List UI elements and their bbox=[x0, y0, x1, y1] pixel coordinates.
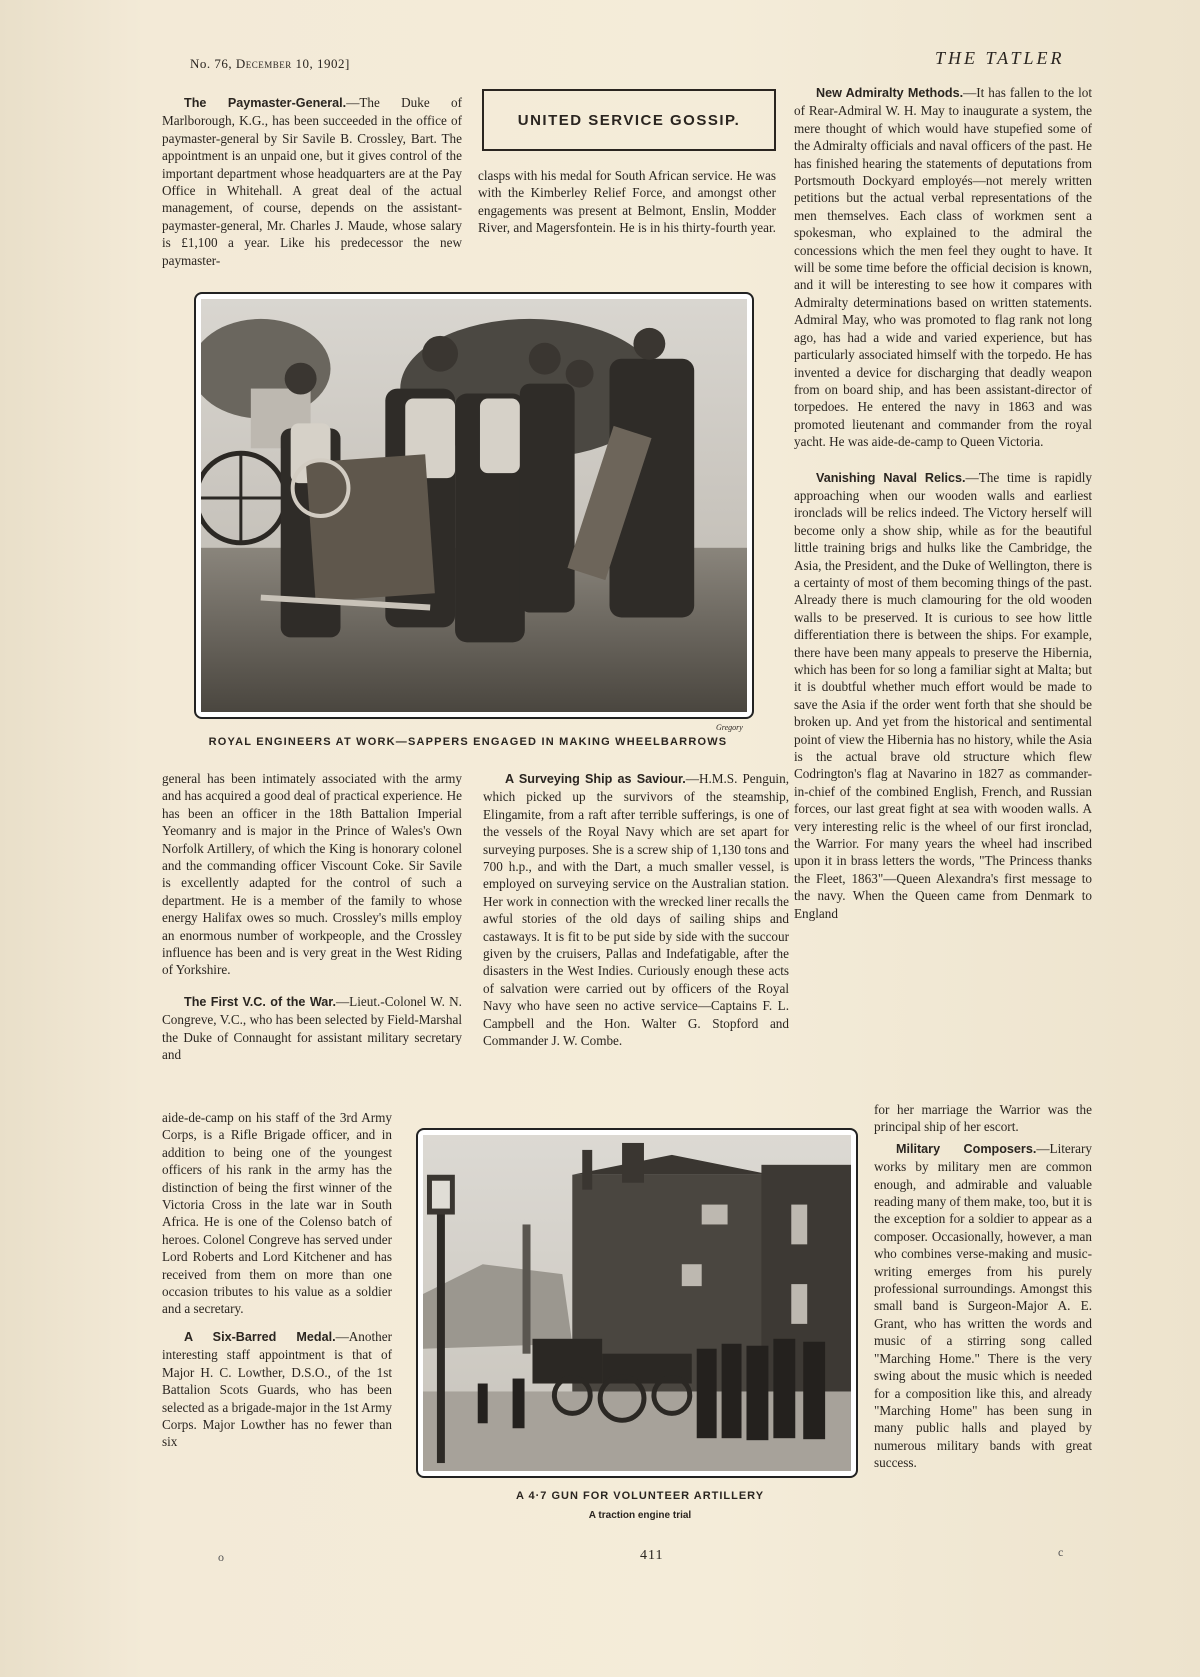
run-head-first-vc: The First V.C. of the War. bbox=[184, 994, 336, 1009]
article-column-three-continued bbox=[874, 1101, 1092, 1472]
photo-subcaption-traction-engine: A traction engine trial bbox=[588, 1510, 692, 1521]
photo-volunteer-artillery bbox=[416, 1128, 858, 1478]
first-vc-text: —Lieut.-Colonel W. N. Congreve, V.C., who has been selected by Field-Marshal the Duke of Connaught for assistant military secretary and bbox=[162, 993, 462, 1063]
article-surveying-ship bbox=[483, 770, 789, 1050]
admiralty-text: —It has fallen to the lot of Rear-Admiral W. H. May to inaugurate a system, the mere thought of which would have stupefied some of the Admiralty officials and naval officers of the past. He has finished hearing the statements of deputations from Portsmouth Dockyard employés—not merely written petitions but the actual verbal representations of the men themselves. Each class of workmen sent a spokesman, who explained to the admiral the concessions which the men feel they ought to have. It will be some time before the official decision is known, and it will be interesting to see how it compares with Admiralty determinations based on written statements. Admiral May, who was promoted to flag rank not long ago, has had a wide and varied experience, but has particularly associated himself with the torpedo. He has invented a device for discharging that deadly weapon from on board ship, and has been assistant-director of torpedoes. He entered the navy in 1863 and was promoted lieutenant and commander from the royal yacht. He was aide-de-camp to Queen Victoria. bbox=[794, 85, 1092, 450]
run-head-paymaster: The Paymaster-General. bbox=[184, 96, 347, 110]
page-number: 411 bbox=[640, 1548, 664, 1563]
run-head-admiralty: New Admiralty Methods. bbox=[816, 86, 964, 100]
lowther-continued-text: clasps with his medal for South African service. He was with the Kimberley Relief Force, and amongst other engagements was present at Belmont, Enslin, Modder River, and Magersfontein. He is in his thirty-fourth year. bbox=[478, 168, 776, 236]
section-title-box bbox=[482, 89, 776, 151]
run-head-military-composers: Military Composers. bbox=[896, 1141, 1037, 1156]
run-head-surveying-ship: A Surveying Ship as Saviour. bbox=[505, 772, 686, 786]
article-paymaster-general bbox=[162, 94, 462, 269]
surveying-ship-text: —H.M.S. Penguin, which picked up the survivors of the steamship, Elingamite, from a raft after terrible sufferings, is one of the vessels of the Royal Navy which are set apart for surveying purposes. She is a screw ship of 1,130 tons and 700 h.p., and with the Dart, a much smaller vessel, is employed on surveying service on the Australian station. Her work in connection with the wrecked liner recalls the awful stories of the old days of sailing ships and castaways. It is fit to be put side by side with the succour given by the cruisers, Pallas and Indefatigable, after the disasters in the West Indies. Curiously enough these acts of salvation were carried out by officers of the Royal Navy who have seen no active service—Captains F. L. Campbell and the Hon. Walter G. Stopford and Commander J. W. Combe. bbox=[483, 771, 789, 1049]
issue-day-year: 10, 1902] bbox=[295, 56, 350, 71]
royal-engineers-photo-image bbox=[201, 299, 747, 712]
crossley-continued-text: general has been intimately associated with the army and has acquired a good deal of practical experience. He has been an officer in the 18th Battalion Imperial Yeomanry and is major in the Prince of Wales's Own Norfolk Artillery, of which the King is honorary colonel and the commanding officer Viscount Coke. Sir Savile is excellently adapted for the control of such a department. He is a member of the family to whose energy Halifax owes so much. Crossley's mills employ an enormous number of workpeople, and the Crossley influence has been and is very great in the West Riding of Yorkshire. bbox=[162, 771, 462, 978]
six-barred-medal-text: —Another interesting staff appointment is that of Major H. C. Lowther, D.S.O., of the 1st Battalion Scots Guards, who has been selected as a brigade-major in the 1st Army Corps. Major Lowther has no fewer than six bbox=[162, 1328, 392, 1450]
photo-caption-royal-engineers: ROYAL ENGINEERS AT WORK—SAPPERS ENGAGED IN MAKING WHEELBARROWS bbox=[208, 736, 728, 748]
section-title: UNITED SERVICE GOSSIP. bbox=[517, 111, 741, 129]
photo-caption-volunteer-artillery: A 4·7 GUN FOR VOLUNTEER ARTILLERY bbox=[515, 1490, 765, 1502]
magazine-title: THE TATLER bbox=[935, 48, 1065, 68]
issue-header bbox=[190, 56, 350, 72]
military-composers-text: —Literary works by military men are common enough, and admirable and valuable reading many of them make, too, but it is the exception for a soldier to appear as a composer. Occasionally, however, a man who combines verse-making and music-writing emerges from his purely professional surroundings. Amongst this small band is Surgeon-Major A. E. Grant, who has written the words and music of a stirring song called "Marching Home." There is the very swing about the music which is needed for a composition like this, and already "Marching Home" has been sung in many public halls and played by numerous military bands with great success. bbox=[874, 1140, 1092, 1471]
article-first-vc-continued bbox=[162, 1109, 392, 1451]
first-vc-continued-text: aide-de-camp on his staff of the 3rd Army Corps, is a Rifle Brigade officer, and in addition to being one of the youngest officers of his rank in the army has the distinction of being the first winner of the Victoria Cross in the late war in South Africa. He is one of the Colenso batch of heroes. Colonel Congreve has served under Lord Roberts and Lord Kitchener and has received from them on more than one occasion tributes to his value as a soldier and a secretary. bbox=[162, 1110, 392, 1317]
article-column-three bbox=[794, 84, 1092, 922]
paymaster-text: —The Duke of Marlborough, K.G., has been succeeded in the office of paymaster-general by Sir Savile B. Crossley, Bart. The appointment is an unpaid one, but it gives control of the important department whose headquarters are at the Pay Office in Whitehall. A great deal of the actual management, of course, depends on the assistant-paymaster-general, Mr. Charles J. Maude, whose salary is £1,100 a year. Like his predecessor the new paymaster- bbox=[162, 95, 462, 268]
photo-credit: Gregory bbox=[716, 723, 743, 732]
naval-relics-continued-text: for her marriage the Warrior was the principal ship of her escort. bbox=[874, 1102, 1092, 1135]
naval-relics-text: —The time is rapidly approaching when our wooden walls and earliest ironclads will be relics indeed. The Victory herself will become only a show ship, while as for the beautiful little training brigs and hulks like the Cambridge, the Asia, the President, and the Duke of Wellington, there is a certainty of most of them becoming things of the past. Already there is much clamouring for the old wooden walls to be preserved. It is curious to see how little differentiation there is between the ships. For example, there have been many appeals to preserve the Hibernia, which has been for so long a familiar sight at Malta; but it is doubtful whether much effort would be made to save the Asia if the order went forth that she should be broken up. And yet from the historical and sentimental point of view the Hibernia has no history, while the Asia is the actual brave old structure which flew Codrington's flag at Navarino in 1827 as commander-in-chief of the combined English, French, and Russian forces, our last great fight at sea with wooden walls. A very interesting relic is the wheel of our first ironclad, the Warrior. For many years the wheel had inscribed upon it in brass letters the words, "The Princess thanks the Fleet, 1863"—Queen Alexandra's first message to the navy. When the Queen came from Denmark to England bbox=[794, 469, 1092, 921]
run-head-naval-relics: Vanishing Naval Relics. bbox=[816, 470, 966, 485]
photo-royal-engineers bbox=[194, 292, 754, 719]
article-lowther-continued bbox=[478, 167, 776, 237]
footer-left-mark: o bbox=[218, 1550, 224, 1564]
article-crossley-continued bbox=[162, 770, 462, 1064]
issue-number: No. 76, bbox=[190, 56, 233, 71]
footer-right-mark: c bbox=[1058, 1545, 1064, 1559]
run-head-six-barred-medal: A Six-Barred Medal. bbox=[184, 1329, 336, 1344]
volunteer-artillery-photo-image bbox=[423, 1135, 851, 1471]
issue-month: December bbox=[235, 56, 292, 71]
